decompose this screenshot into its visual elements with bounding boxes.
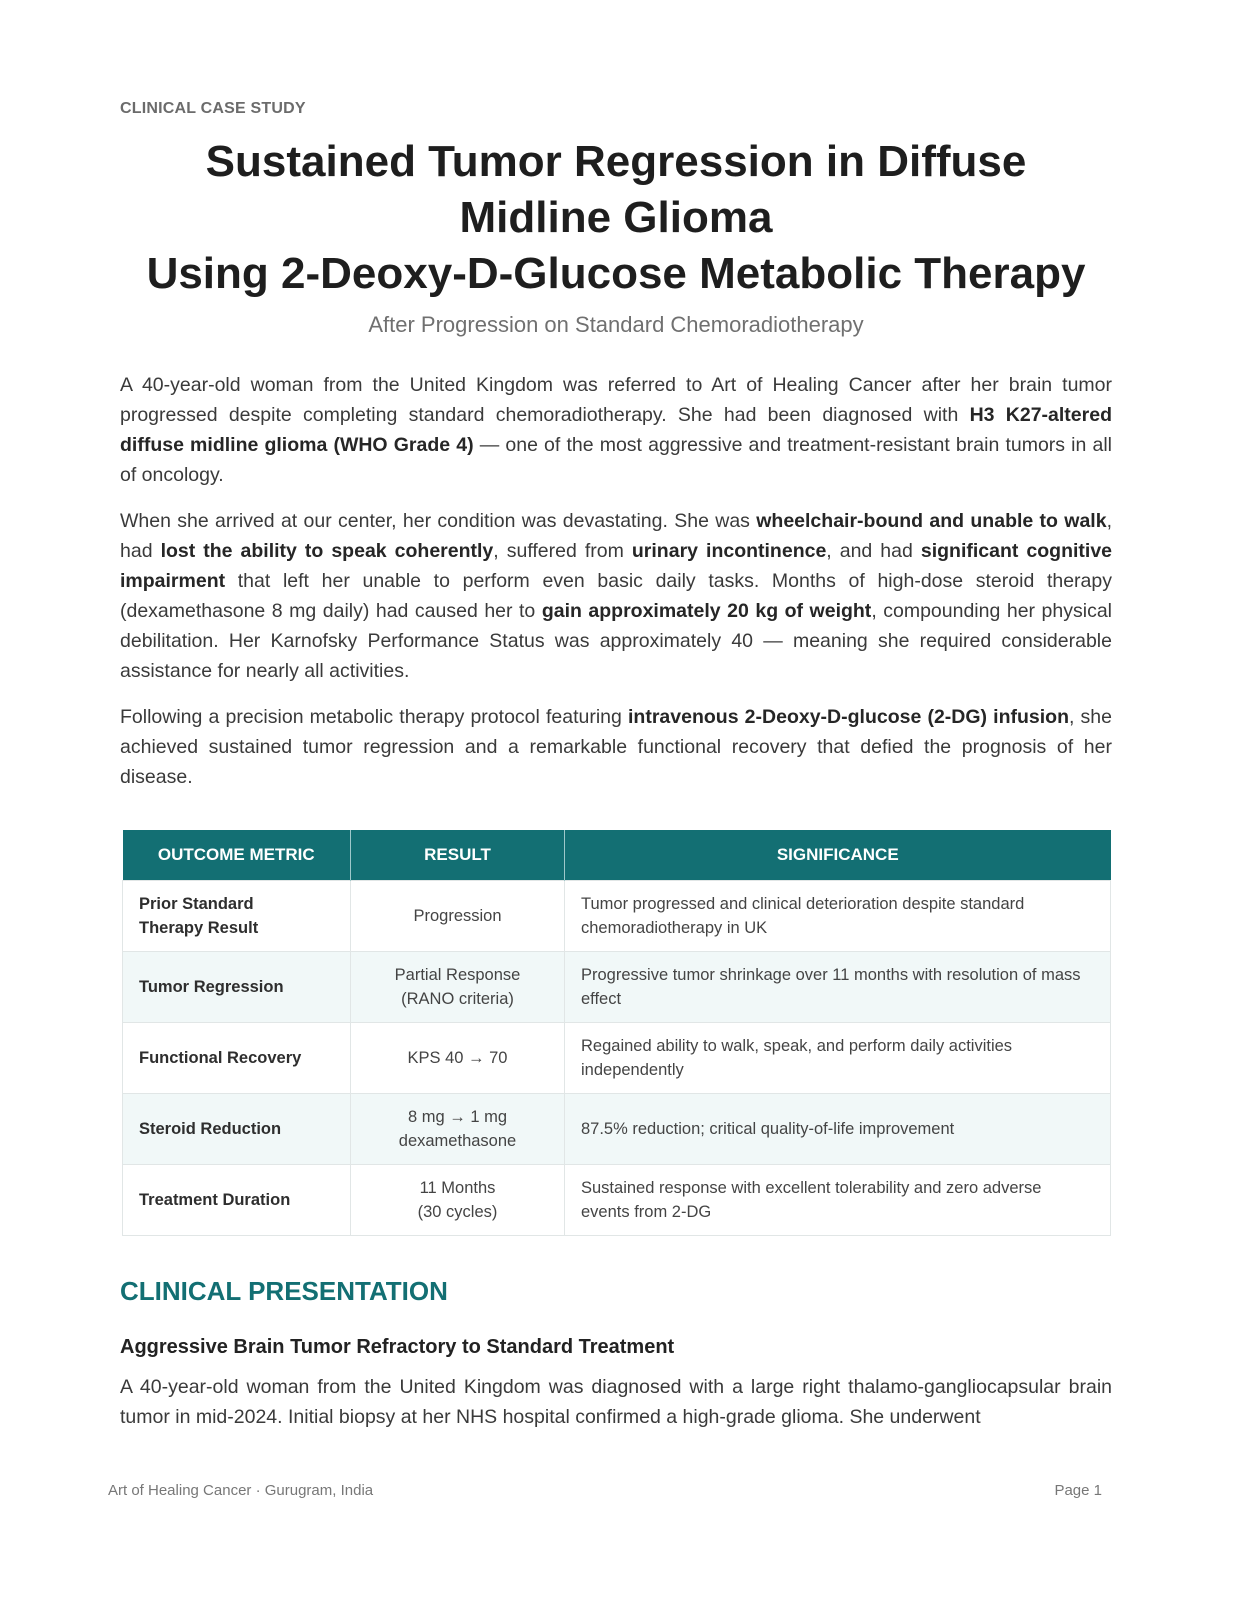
text-run: , compounding her physical debilitation. Her Karnofsky Performance Status was approximately 40 — meaning she required considerable assistance for nearly all activities. (120, 600, 1113, 682)
column-header-significance: SIGNIFICANCE (565, 830, 1111, 881)
significance-cell: Sustained response with excellent tolerability and zero adverse events from 2-DG (565, 1165, 1111, 1236)
section-body (120, 1372, 1112, 1448)
title-line: Midline Glioma (459, 193, 773, 242)
metric-cell: Treatment Duration (123, 1165, 351, 1236)
table-row (123, 952, 1111, 1023)
outcome-table (122, 830, 1111, 1236)
result-cell: Partial Response (RANO criteria) (351, 952, 565, 1023)
table-row (123, 1094, 1111, 1165)
intro-paragraph-3 (120, 702, 1112, 792)
title-line: Using 2-Deoxy-D-Glucose Metabolic Therapy (146, 249, 1086, 298)
metric-cell: Tumor Regression (123, 952, 351, 1023)
text-run: that left her unable to perform even basic daily tasks. Months of high-dose steroid therapy (dexamethasone 8 mg daily) had caused her to (120, 570, 1112, 622)
emphasized-text: significant cognitive impairment (120, 540, 1113, 592)
intro-section (120, 370, 1112, 808)
result-cell: 11 Months (30 cycles) (351, 1165, 565, 1236)
significance-cell: Tumor progressed and clinical deterioration despite standard chemoradiotherapy in UK (565, 881, 1111, 952)
outcome-table-container (122, 830, 1110, 1236)
text-run: , suffered from (493, 540, 632, 562)
title-line: Sustained Tumor Regression in Diffuse (205, 137, 1027, 186)
significance-cell: 87.5% reduction; critical quality-of-life improvement (565, 1094, 1111, 1165)
significance-cell: Regained ability to walk, speak, and perform daily activities independently (565, 1023, 1111, 1094)
text-run: A 40-year-old woman from the United Kingdom was referred to Art of Healing Cancer after her brain tumor progressed despite completing standard chemoradiotherapy. She had been diagnosed with (120, 374, 1112, 426)
text-run: , had (120, 510, 1112, 562)
emphasized-text: wheelchair-bound and unable to walk (756, 510, 1107, 532)
text-run: , and had (826, 540, 921, 562)
text-run: , she achieved sustained tumor regression and a remarkable functional recovery that defied the prognosis of her disease. (120, 706, 1112, 788)
document-subtitle: After Progression on Standard Chemoradiotherapy (368, 312, 864, 337)
section-subheading: Aggressive Brain Tumor Refractory to Standard Treatment (120, 1336, 675, 1358)
intro-paragraph-1 (120, 370, 1112, 490)
metric-cell: Prior Standard Therapy Result (123, 881, 351, 952)
table-row (123, 881, 1111, 952)
text-run: — one of the most aggressive and treatment-resistant brain tumors in all of oncology. (120, 434, 1113, 486)
result-cell: Progression (351, 881, 565, 952)
text-run: When she arrived at our center, her condition was devastating. She was (120, 510, 757, 532)
emphasized-text: urinary incontinence (631, 540, 827, 562)
table-row (123, 1165, 1111, 1236)
significance-cell: Progressive tumor shrinkage over 11 months with resolution of mass effect (565, 952, 1111, 1023)
table-row (123, 1023, 1111, 1094)
intro-paragraph-2 (120, 506, 1112, 686)
metric-cell: Steroid Reduction (123, 1094, 351, 1165)
document-title (120, 134, 1112, 302)
metric-cell: Functional Recovery (123, 1023, 351, 1094)
page-number: Page 1 (1054, 1482, 1102, 1499)
emphasized-text: gain approximately 20 kg of weight (541, 600, 872, 622)
emphasized-text: H3 K27-altered diffuse midline glioma (WHO Grade 4) (120, 404, 1112, 456)
footer-organization: Art of Healing Cancer · Gurugram, India (108, 1482, 374, 1499)
presentation-paragraph: A 40-year-old woman from the United Kingdom was diagnosed with a large right thalamo-gangliocapsular brain tumor in mid-2024. Initial biopsy at her NHS hospital confirmed a high-grade glioma. She underwent (120, 1376, 1112, 1428)
column-header-metric: OUTCOME METRIC (123, 830, 351, 881)
column-header-result: RESULT (351, 830, 565, 881)
emphasized-text: lost the ability to speak coherently (160, 540, 494, 562)
section-heading: CLINICAL PRESENTATION (120, 1276, 448, 1306)
result-cell: 8 mg → 1 mg dexamethasone (351, 1094, 565, 1165)
table-header-row (123, 830, 1111, 881)
text-run: Following a precision metabolic therapy protocol featuring (120, 706, 629, 728)
emphasized-text: intravenous 2-Deoxy-D-glucose (2-DG) infusion (628, 706, 1069, 728)
document-category: CLINICAL CASE STUDY (120, 100, 306, 117)
result-cell: KPS 40 → 70 (351, 1023, 565, 1094)
